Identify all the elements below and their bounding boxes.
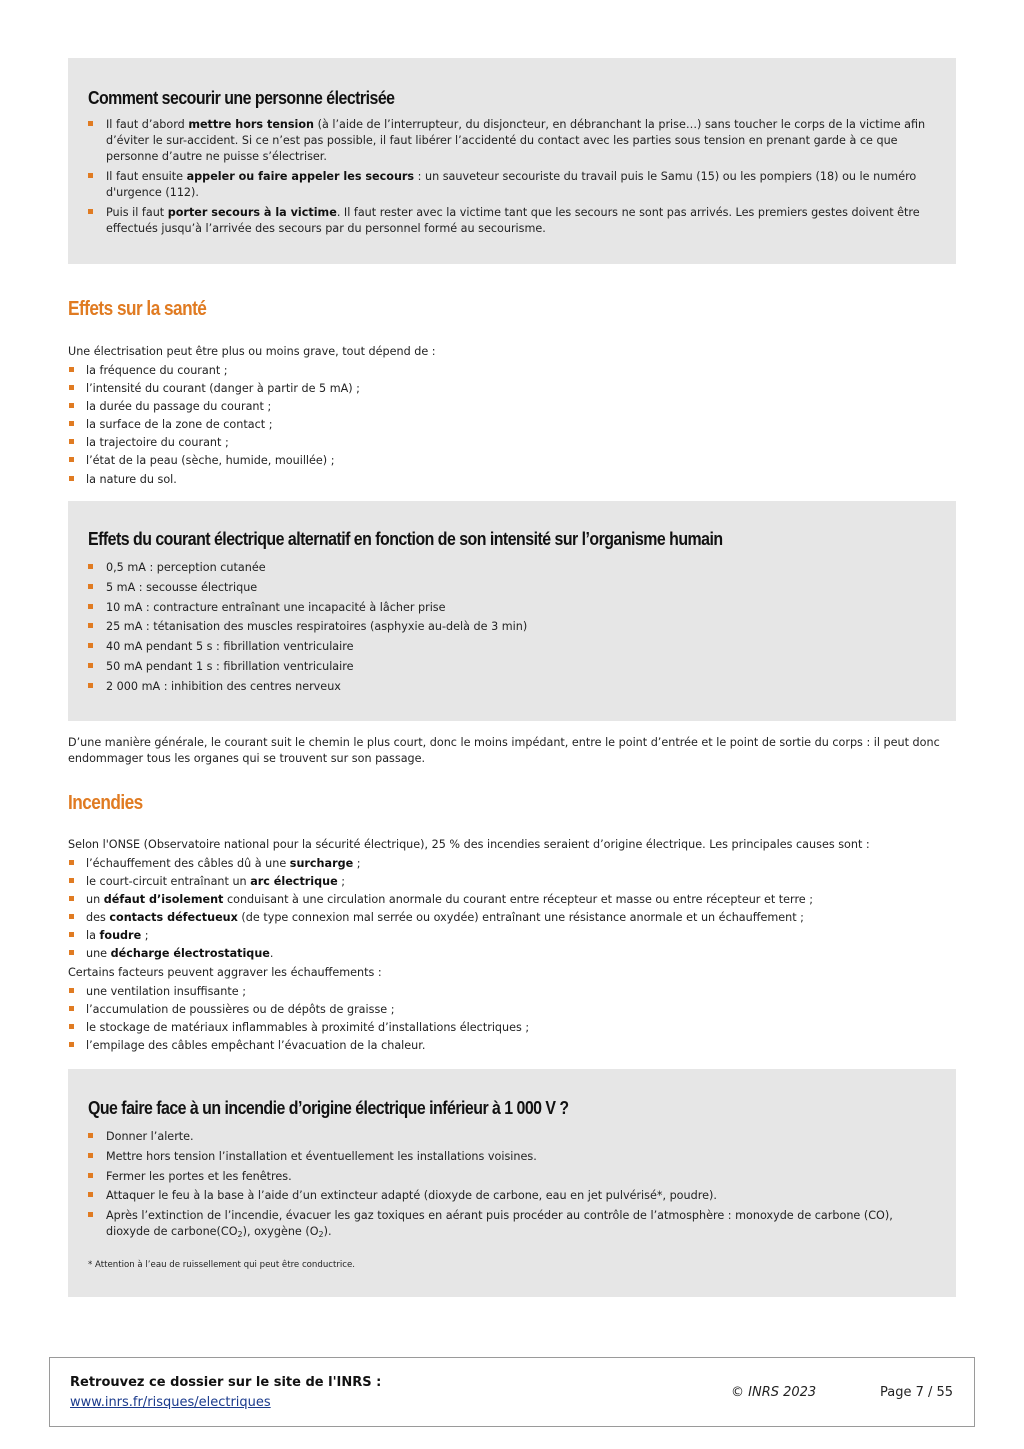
fire-action-box bbox=[68, 1069, 956, 1297]
bullet-icon bbox=[69, 403, 74, 408]
fires-factors-intro: Certains facteurs peuvent aggraver les échauffements : bbox=[68, 965, 382, 979]
list-item: le stockage de matériaux inflammables à proximité d’installations électriques ; bbox=[68, 1020, 956, 1036]
fire-action-title: Que faire face à un incendie d’origine électrique inférieur à 1 000 V ? bbox=[88, 1097, 569, 1118]
bullet-icon bbox=[69, 878, 74, 883]
list-item: Fermer les portes et les fenêtres. bbox=[88, 1169, 936, 1185]
list-item: des contacts défectueux (de type connexion mal serrée ou oxydée) entraînant une résistance anormale et un échauffement ; bbox=[68, 910, 956, 926]
fire-action-note: * Attention à l’eau de ruissellement qui peut être conductrice. bbox=[88, 1260, 356, 1271]
effects-title: Effets du courant électrique alternatif en fonction de son intensité sur l’organisme humain bbox=[88, 528, 723, 549]
list-item: l’intensité du courant (danger à partir de 5 mA) ; bbox=[68, 381, 956, 397]
bullet-icon bbox=[69, 1006, 74, 1011]
fires-intro: Selon l'ONSE (Observatoire national pour la sécurité électrique), 25 % des incendies seraient d’origine électrique. Les principales causes sont : bbox=[68, 838, 870, 851]
list-item: Puis il faut porter secours à la victime. Il faut rester avec la victime tant que les secours ne sont pas arrivés. Les premiers gestes doivent être effectués jusqu’à l’arrivée des secours par du personnel formé au secourisme. bbox=[88, 205, 936, 237]
list-item: 2 000 mA : inhibition des centres nerveux bbox=[88, 679, 936, 695]
effects-list bbox=[88, 560, 936, 695]
bullet-icon bbox=[88, 1153, 93, 1158]
list-item: Donner l’alerte. bbox=[88, 1129, 936, 1145]
rescue-title: Comment secourir une personne électrisée bbox=[88, 87, 395, 108]
bullet-icon bbox=[69, 385, 74, 390]
list-item: 25 mA : tétanisation des muscles respiratoires (asphyxie au-delà de 3 min) bbox=[88, 619, 936, 635]
bullet-icon bbox=[69, 988, 74, 993]
rescue-box bbox=[68, 58, 956, 264]
footer-label: Retrouvez ce dossier sur le site de l'INRS : bbox=[70, 1375, 382, 1390]
list-item: Mettre hors tension l’installation et éventuellement les installations voisines. bbox=[88, 1149, 936, 1165]
list-item: l’échauffement des câbles dû à une surcharge ; bbox=[68, 856, 956, 872]
bullet-icon bbox=[88, 1212, 93, 1217]
list-item: l’état de la peau (sèche, humide, mouillée) ; bbox=[68, 453, 956, 469]
bullet-icon bbox=[69, 950, 74, 955]
health-intro: Une électrisation peut être plus ou moins grave, tout dépend de : bbox=[68, 345, 436, 358]
footer-link[interactable]: www.inrs.fr/risques/electriques bbox=[70, 1395, 271, 1410]
bullet-icon bbox=[88, 1173, 93, 1178]
page-footer bbox=[49, 1357, 975, 1427]
bullet-icon bbox=[69, 1024, 74, 1029]
bullet-icon bbox=[69, 1042, 74, 1047]
bullet-icon bbox=[88, 1133, 93, 1138]
bullet-icon bbox=[69, 367, 74, 372]
health-section bbox=[68, 344, 956, 490]
bullet-icon bbox=[88, 663, 93, 668]
list-item: 0,5 mA : perception cutanée bbox=[88, 560, 936, 576]
bullet-icon bbox=[69, 914, 74, 919]
list-item: Après l’extinction de l’incendie, évacuer les gaz toxiques en aérant puis procéder au contrôle de l’atmosphère : monoxyde de carbone (CO), dioxyde de $carbone(CO_2)$, oxygène $(O_2)$. bbox=[88, 1208, 936, 1243]
bullet-icon bbox=[69, 476, 74, 481]
list-item: une décharge électrostatique. bbox=[68, 946, 956, 962]
list-item: l’empilage des câbles empêchant l’évacuation de la chaleur. bbox=[68, 1038, 956, 1054]
bullet-icon bbox=[88, 209, 93, 214]
list-item: 40 mA pendant 5 s : fibrillation ventriculaire bbox=[88, 639, 936, 655]
bullet-icon bbox=[69, 439, 74, 444]
fires-heading: Incendies bbox=[68, 792, 143, 814]
bullet-icon bbox=[88, 1192, 93, 1197]
list-item: la nature du sol. bbox=[68, 472, 956, 488]
page-number: Page 7 / 55 bbox=[880, 1385, 954, 1400]
list-item: la foudre ; bbox=[68, 928, 956, 944]
list-item: la fréquence du courant ; bbox=[68, 363, 956, 379]
fire-action-list bbox=[88, 1129, 936, 1243]
bullet-icon bbox=[88, 643, 93, 648]
list-item: Il faut d’abord mettre hors tension (à l’aide de l’interrupteur, du disjoncteur, en débranchant la prise…) sans toucher le corps de la victime afin d’éviter le sur-accident. Si ce n’est pas possible, il faut libérer l’accidenté du contact avec les parties sous tension en prenant garde à ce que personne d’autre ne puisse s’électriser. bbox=[88, 117, 936, 165]
bullet-icon bbox=[88, 584, 93, 589]
bullet-icon bbox=[69, 457, 74, 462]
bullet-icon bbox=[88, 564, 93, 569]
list-item: l’accumulation de poussières ou de dépôts de graisse ; bbox=[68, 1002, 956, 1018]
footer-copyright: © INRS 2023 bbox=[731, 1385, 817, 1400]
bullet-icon bbox=[88, 623, 93, 628]
list-item: 50 mA pendant 1 s : fibrillation ventriculaire bbox=[88, 659, 936, 675]
bullet-icon bbox=[69, 860, 74, 865]
list-item: Attaquer le feu à la base à l’aide d’un extincteur adapté (dioxyde de carbone, eau en jet pulvérisé*, poudre). bbox=[88, 1188, 936, 1204]
effects-box bbox=[68, 501, 956, 721]
list-item: 10 mA : contracture entraînant une incapacité à lâcher prise bbox=[88, 600, 936, 616]
health-heading: Effets sur la santé bbox=[68, 298, 207, 320]
path-paragraph: D’une manière générale, le courant suit le chemin le plus court, donc le moins impédant, entre le point d’entrée et le point de sortie du corps : il peut donc endommager tous les organes qui se trouvent sur son passage. bbox=[68, 736, 940, 765]
bullet-icon bbox=[88, 683, 93, 688]
list-item: un défaut d’isolement conduisant à une circulation anormale du courant entre récepteur et masse ou entre récepteur et terre ; bbox=[68, 892, 956, 908]
health-list bbox=[68, 363, 956, 488]
bullet-icon bbox=[69, 421, 74, 426]
fires-section bbox=[68, 837, 956, 1056]
rescue-list bbox=[88, 117, 936, 237]
list-item: la durée du passage du courant ; bbox=[68, 399, 956, 415]
list-item: le court-circuit entraînant un arc électrique ; bbox=[68, 874, 956, 890]
bullet-icon bbox=[88, 173, 93, 178]
list-item: Il faut ensuite appeler ou faire appeler les secours : un sauveteur secouriste du travail puis le Samu (15) ou les pompiers (18) ou le numéro d'urgence (112). bbox=[88, 169, 936, 201]
list-item: la surface de la zone de contact ; bbox=[68, 417, 956, 433]
bullet-icon bbox=[69, 896, 74, 901]
bullet-icon bbox=[69, 932, 74, 937]
fires-causes-list bbox=[68, 856, 956, 962]
bullet-icon bbox=[88, 604, 93, 609]
list-item: 5 mA : secousse électrique bbox=[88, 580, 936, 596]
list-item: la trajectoire du courant ; bbox=[68, 435, 956, 451]
list-item: une ventilation insuffisante ; bbox=[68, 984, 956, 1000]
fires-factors-list bbox=[68, 984, 956, 1054]
bullet-icon bbox=[88, 121, 93, 126]
